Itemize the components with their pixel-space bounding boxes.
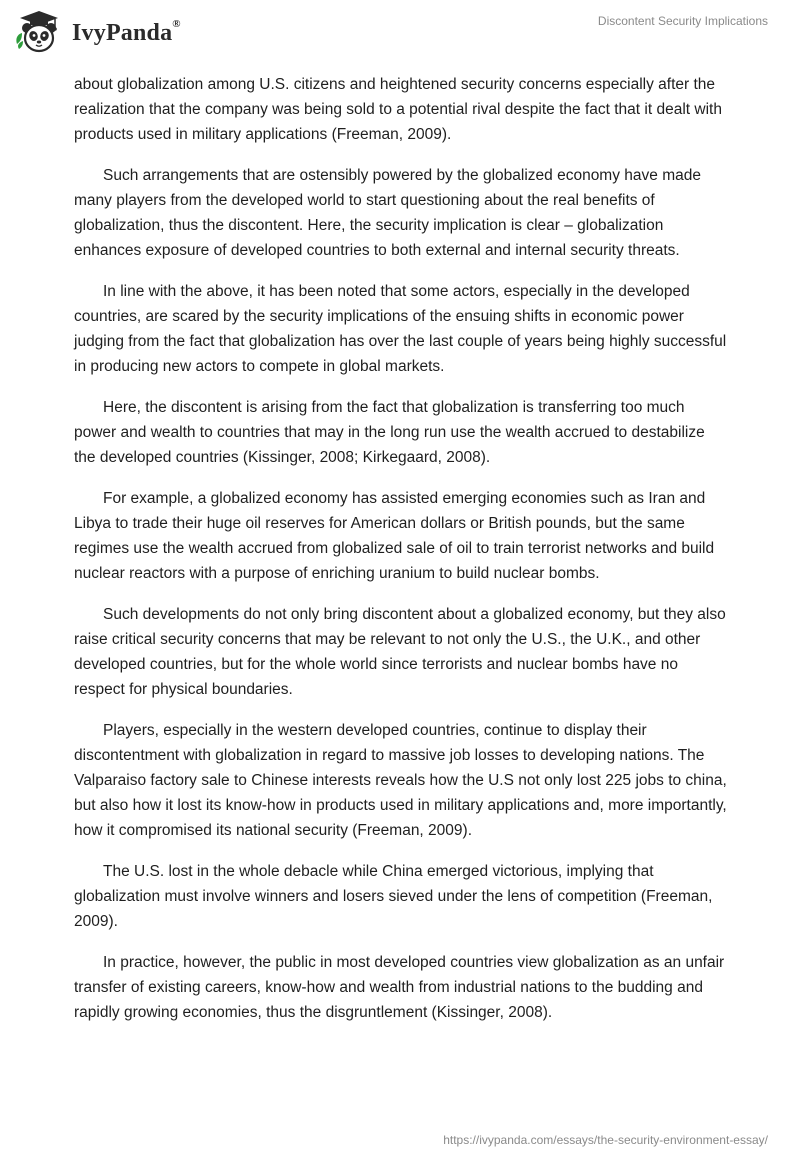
essay-body (74, 72, 730, 1041)
page-header (0, 0, 800, 70)
paragraph: In practice, however, the public in most developed countries view globalization as an unfair transfer of existing careers, know-how and wealth from industrial nations to the budding and rapidly growing economies, thus the disgruntlement (Kissinger, 2008). (74, 954, 725, 1021)
source-url[interactable]: https://ivypanda.com/essays/the-security-environment-essay/ (443, 1133, 768, 1147)
ivypanda-logo[interactable] (14, 8, 181, 56)
paragraph: In line with the above, it has been noted that some actors, especially in the developed countries, are scared by the security implications of the ensuing shifts in economic power judging from the fact that globalization has over the last couple of years being highly successful in producing new actors to compete in global markets. (74, 283, 727, 375)
paragraph: For example, a globalized economy has assisted emerging economies such as Iran and Libya to trade their huge oil reserves for American dollars or British pounds, but the same regimes use the wealth accrued from globalized sale of oil to train terrorist networks and build nuclear reactors with a purpose of enriching uranium to build nuclear bombs. (74, 490, 715, 582)
paragraph: Players, especially in the western developed countries, continue to display their discontentment with globalization in regard to massive job losses to developing nations. The Valparaiso factory sale to Chinese interests reveals how the U.S not only lost 225 jobs to china, but also how it lost its know-how in products used in military applications and, more importantly, how it compromised its national security (Freeman, 2009). (74, 722, 727, 839)
brand-name: IvyPanda® (72, 17, 181, 46)
paragraph: about globalization among U.S. citizens and heightened security concerns especially after the realization that the company was being sold to a potential rival despite the fact that it dealt with products used in military applications (Freeman, 2009). (74, 76, 722, 143)
paragraph: The U.S. lost in the whole debacle while China emerged victorious, implying that globalization must involve winners and losers sieved under the lens of competition (Freeman, 2009). (74, 863, 713, 930)
paragraph: Such arrangements that are ostensibly powered by the globalized economy have made many players from the developed world to start questioning about the real benefits of globalization, thus the discontent. Here, the security implication is clear – globalization enhances exposure of developed countries to both external and internal security threats. (74, 167, 701, 259)
panda-graduate-icon (14, 8, 64, 56)
paragraph: Such developments do not only bring discontent about a globalized economy, but they also raise critical security concerns that may be relevant to not only the U.S., the U.K., and other developed countries, but for the whole world since terrorists and nuclear bombs have no respect for physical boundaries. (74, 606, 726, 698)
document-title: Discontent Security Implications (597, 14, 768, 28)
paragraph: Here, the discontent is arising from the fact that globalization is transferring too much power and wealth to countries that may in the long run use the wealth accrued to destabilize the developed countries (Kissinger, 2008; Kirkegaard, 2008). (74, 399, 705, 466)
